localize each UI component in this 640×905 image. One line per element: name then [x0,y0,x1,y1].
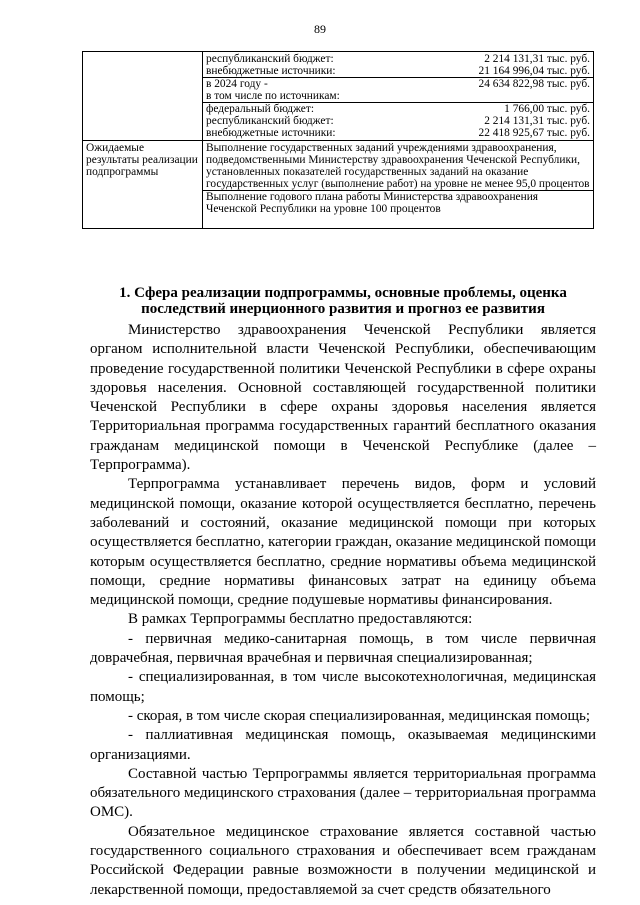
funding-row [206,65,590,77]
list-item: - специализированная, в том числе высокотехнологичная, медицинская помощь; [90,669,596,705]
by-sources-row [206,90,590,102]
section-body [90,321,596,900]
funding-source-label: внебюджетные источники: [206,127,336,139]
funding-amount: 2 214 131,31 тыс. руб. [484,53,590,65]
paragraph: В рамках Терпрограммы бесплатно предоставляются: [128,611,473,628]
funding-row-2024 [203,77,593,90]
funding-row [206,127,590,139]
year-amount: 24 634 822,98 тыс. руб. [478,78,590,90]
funding-row [203,102,593,115]
year-label: в 2024 году - [206,78,268,90]
expected-results-label: Ожидаемые результаты реализации подпрограммы [83,141,203,229]
section-heading: 1. Сфера реализации подпрограммы, основные проблемы, оценка последствий инерционного развития и прогноз ее развития [119,285,567,317]
list-item: - скорая, в том числе скорая специализированная, медицинская помощь; [128,707,591,724]
funding-row [206,53,590,65]
funding-cell [203,52,594,141]
funding-amount: 22 418 925,67 тыс. руб. [478,127,590,139]
funding-source-label: республиканский бюджет: [206,115,334,127]
page-number: 89 [314,22,326,36]
funding-source-label: внебюджетные источники: [206,65,336,77]
paragraph: Министерство здравоохранения Чеченской Республики является органом исполнительной власти Чеченской Республики, обеспечивающим проведение государственной политики Чеченской Республики в сфере охраны здоровья населения. Основной составляющей государственной политики Чеченской Республики в сфере охраны здоровья населения является Территориальная программа государственных гарантий бесплатного оказания гражданам медицинской помощи в Чеченской Республике (далее – Терпрограмма). [90,322,596,474]
funding-amount: 1 766,00 тыс. руб. [504,103,590,115]
funding-table [82,51,594,229]
list-item: - паллиативная медицинская помощь, оказываемая медицинскими организациями. [90,727,596,763]
funding-amount: 2 214 131,31 тыс. руб. [484,115,590,127]
table-row-funding [83,52,594,141]
table-row-expected-results [83,141,594,229]
paragraph: Терпрограмма устанавливает перечень видов, форм и условий медицинской помощи, оказание которой осуществляется бесплатно, перечень заболеваний и состояний, оказание медицинской помощи при которых осуществляется бесплатно, категории граждан, оказание медицинской помощи которым осуществляется бесплатно, средние нормативы объема медицинской помощи, средние нормативы финансовых затрат на единицу объема медицинской помощи, средние подушевые нормативы финансирования. [90,476,596,609]
by-sources-label: в том числе по источникам: [206,90,340,102]
list-item: - первичная медико-санитарная помощь, в том числе первичная доврачебная, первичная врачебная и первичная специализированная; [90,630,596,667]
empty-label-cell [83,52,203,141]
expected-result-item: Выполнение государственных заданий учреждениями здравоохранения, подведомственными Министерству здравоохранения Чеченской Республики, установленных показателей государственных заданий на оказание государственных услуг (выполнение работ) на уровне не менее 95,0 процентов [206,142,590,190]
paragraph: Составной частью Терпрограммы является территориальная программа обязательного медицинского страхования (далее – территориальная программа ОМС). [90,765,596,821]
funding-source-label: федеральный бюджет: [206,103,314,115]
paragraph: Обязательное медицинское страхование является составной частью государственного социального страхования и обеспечивает всем гражданам Российской Федерации равные возможности в получении медицинской и лекарственной помощи, предоставляемой за счет средств обязательного [90,823,596,898]
cell-spacer [206,215,590,227]
funding-source-label: республиканский бюджет: [206,53,334,65]
funding-amount: 21 164 996,04 тыс. руб. [478,65,590,77]
expected-results-cell [203,141,594,229]
funding-row [206,115,590,127]
expected-result-item: Выполнение годового плана работы Министерства здравоохранения Чеченской Республики на уровне 100 процентов [203,190,593,215]
